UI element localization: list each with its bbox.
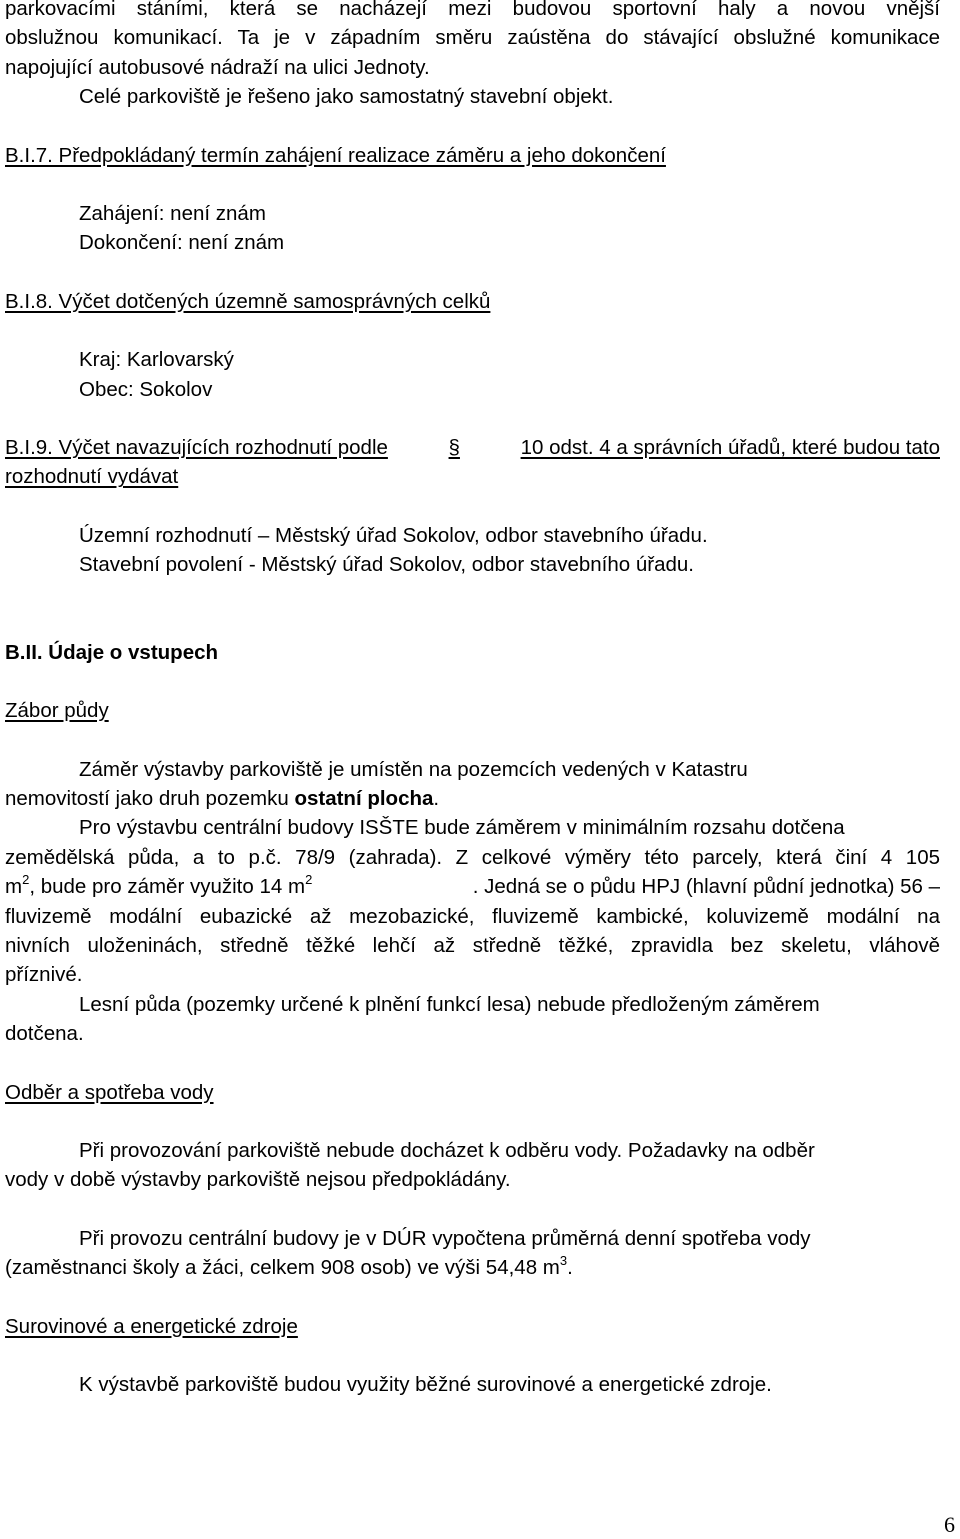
intro-paragraph bbox=[5, 0, 940, 112]
region: Kraj: Karlovarský bbox=[79, 348, 234, 372]
land-p2-line-1: Pro výstavbu centrální budovy ISŠTE bude záměrem v minimálním rozsahu dotčena bbox=[79, 816, 845, 840]
intro-line-4: Celé parkoviště je řešeno jako samostatný stavební objekt. bbox=[79, 85, 614, 109]
section-heading-b-i-7: B.I.7. Předpokládaný termín zahájení realizace záměru a jeho dokončení bbox=[5, 143, 666, 167]
land-p2-line-4: fluvizemě modální eubazické až mezobazické, fluvizemě kambické, koluvizemě modální na bbox=[5, 904, 940, 928]
subheading-water: Odběr a spotřeba vody bbox=[5, 1080, 214, 1104]
page-number: 6 bbox=[944, 1512, 955, 1537]
resources-p1: K výstavbě parkoviště budou využity běžné surovinové a energetické zdroje. bbox=[79, 1373, 772, 1396]
intro-line-1: parkovacími stáními, která se nacházejí mezi budovou sportovní haly a novou vnější bbox=[5, 0, 940, 20]
document-page bbox=[5, 0, 940, 1399]
section-heading-b-i-8: B.I.8. Výčet dotčených územně samosprávných celků bbox=[5, 289, 491, 313]
decision-item-1: Územní rozhodnutí – Městský úřad Sokolov, odbor stavebního úřadu. bbox=[79, 523, 708, 547]
water-p2-line-1: Při provozu centrální budovy je v DÚR vypočtena průměrná denní spotřeba vody bbox=[79, 1226, 811, 1250]
subheading-land: Zábor půdy bbox=[5, 699, 109, 723]
land-p2-line-2: zemědělská půda, a to p.č. 78/9 (zahrada). Z celkové výměry této parcely, která činí 4 105 bbox=[5, 845, 940, 869]
land-p2-line-3: $m^2$, bude pro záměr využito 14 $m^2$ . Jedná se o půdu HPJ (hlavní půdní jednotka) 56 – bbox=[5, 872, 940, 899]
land-p3-line-1: Lesní půda (pozemky určené k plnění funkcí lesa) nebude předloženým záměrem bbox=[79, 992, 820, 1016]
intro-line-2: obslužnou komunikací. Ta je v západním směru zaústěna do stávající obslužné komunikace bbox=[5, 26, 940, 50]
section-heading-b-ii: B.II. Údaje o vstupech bbox=[5, 640, 219, 664]
section-heading-b-i-9-line-1: B.I.9. Výčet navazujících rozhodnutí podle § 10 odst. 4 a správních úřadů, které budou tato bbox=[5, 436, 940, 460]
land-type-bold: ostatní plocha bbox=[294, 786, 434, 810]
water-p1-line-2: vody v době výstavby parkoviště nejsou předpokládány. bbox=[5, 1168, 511, 1192]
intro-line-3: napojující autobusové nádraží na ulici Jednoty. bbox=[5, 55, 430, 79]
section-heading-b-i-9 bbox=[5, 433, 940, 492]
land-p1-line-1: Záměr výstavby parkoviště je umístěn na pozemcích vedených v Katastru bbox=[79, 757, 748, 781]
section-heading-b-i-9-line-2: rozhodnutí vydávat bbox=[5, 465, 179, 489]
end-date: Dokončení: není znám bbox=[79, 231, 285, 255]
land-p1-line-2: nemovitostí jako druh pozemku ostatní plocha. bbox=[5, 786, 440, 810]
land-p3-line-2: dotčena. bbox=[5, 1022, 84, 1046]
start-date: Zahájení: není znám bbox=[79, 202, 266, 226]
land-p2-line-5: nivních uloženinách, středně těžké lehčí až středně těžké, zpravidla bez skeletu, vláhově bbox=[5, 933, 940, 957]
land-p2-line-6: příznivé. bbox=[5, 963, 83, 987]
subheading-resources: Surovinové a energetické zdroje bbox=[5, 1314, 298, 1338]
water-p2-line-2: (zaměstnanci školy a žáci, celkem 908 osob) ve výši 54,48 $m^3$. bbox=[5, 1253, 573, 1280]
decision-item-2: Stavební povolení - Městský úřad Sokolov, odbor stavebního úřadu. bbox=[79, 553, 694, 577]
municipality: Obec: Sokolov bbox=[79, 377, 213, 401]
water-p1-line-1: Při provozování parkoviště nebude docházet k odběru vody. Požadavky na odběr bbox=[79, 1138, 815, 1162]
